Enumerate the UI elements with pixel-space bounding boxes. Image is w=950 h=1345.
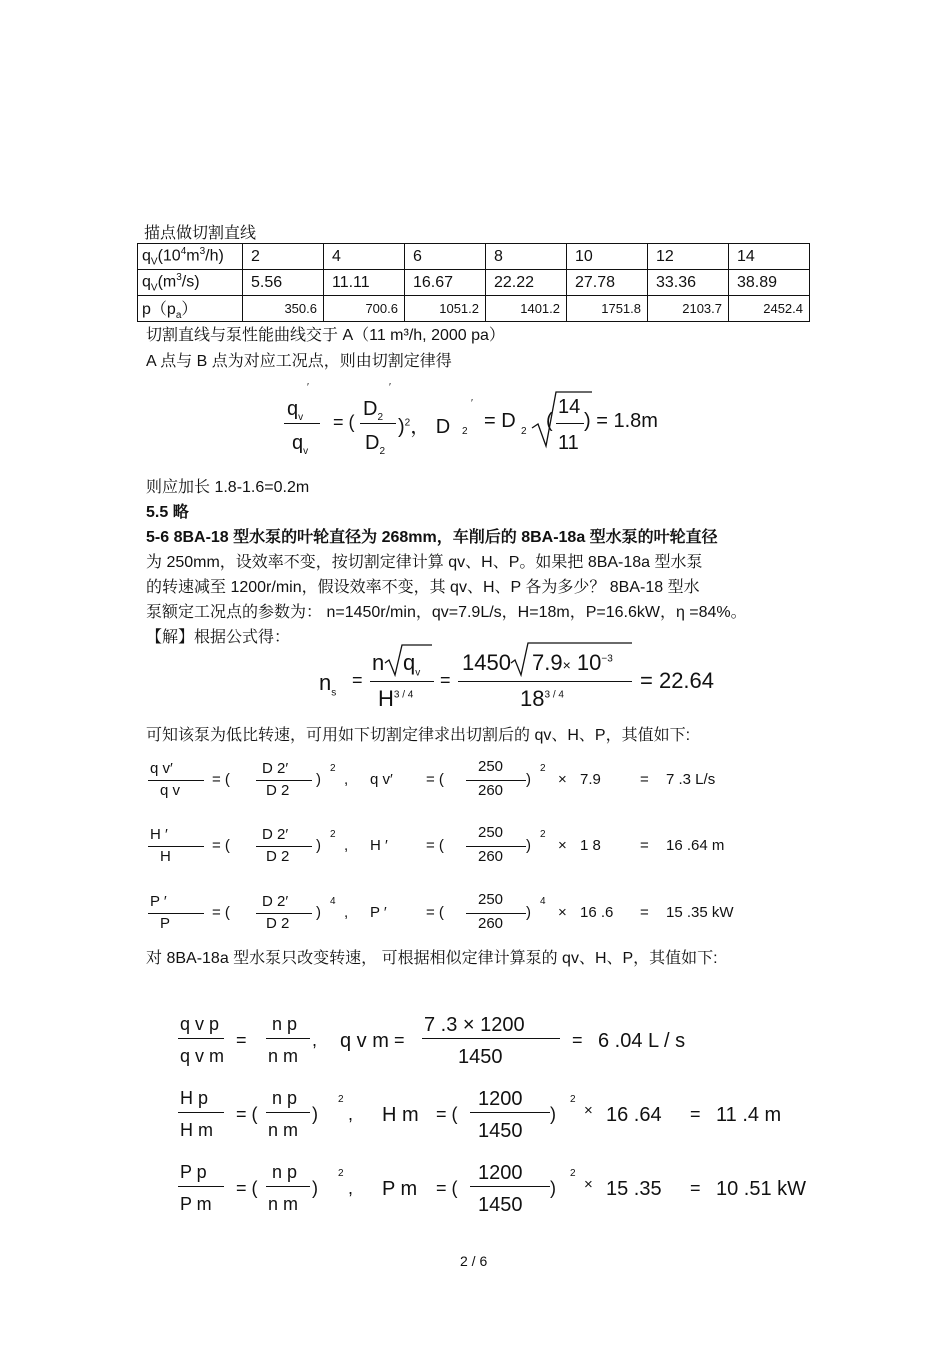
multiplier: 15 .35 xyxy=(606,1178,662,1200)
multiplier: 1 8 xyxy=(580,837,601,854)
problem-line: 5-6 8BA-18 型水泵的叶轮直径为 268mm，车削后的 8BA-18a 型水泵的叶轮直径 xyxy=(146,529,718,546)
equals-sign: = xyxy=(640,771,649,788)
lhs-denominator: H xyxy=(160,848,171,865)
eq1-den-right: $D_2$ xyxy=(365,432,386,457)
table-cell: 700.6 xyxy=(324,296,405,322)
comma: , xyxy=(344,837,349,854)
page-number: 2 / 6 xyxy=(460,1253,488,1269)
lhs-numerator: P ′ xyxy=(150,893,167,910)
exponent: 2 xyxy=(338,1094,344,1105)
equals-sign: = ( xyxy=(436,1104,458,1124)
equals-sign: = xyxy=(690,1178,701,1198)
fraction-denominator: 1450 xyxy=(478,1194,523,1216)
equals-sign: = ( xyxy=(426,771,444,788)
exponent: 2 xyxy=(330,763,336,774)
table-cell: 16.67 xyxy=(405,270,486,296)
fraction-denominator: 260 xyxy=(478,915,504,932)
table-cell: 4 xyxy=(324,244,405,270)
result-value: 11 .4 m xyxy=(716,1104,782,1126)
section-5-5: 5.5 略 xyxy=(146,504,189,521)
paren: ) xyxy=(526,771,531,788)
low-speed-text: 可知该泵为低比转速，可用如下切割定律求出切割后的 qv、H、P，其值如下: xyxy=(146,727,691,744)
exponent: 2 xyxy=(330,829,336,840)
result-variable: H m xyxy=(382,1104,419,1126)
paren: ) xyxy=(550,1104,556,1124)
lhs-denominator: H m xyxy=(180,1120,213,1140)
multiply-sign: × xyxy=(558,837,567,854)
equals-sign: = xyxy=(640,904,649,921)
result-value: 7 .3 L/s xyxy=(666,771,716,788)
equals-sign: = ( xyxy=(426,837,444,854)
fraction-numerator: 1200 xyxy=(478,1088,523,1110)
result-variable: q v′ xyxy=(370,771,393,788)
table-cell: 33.36 xyxy=(648,270,729,296)
fraction-numerator: 1200 xyxy=(478,1162,523,1184)
result-variable: H ′ xyxy=(370,837,388,854)
table-cell: 1401.2 xyxy=(486,296,567,322)
rhs-denominator: n m xyxy=(268,1194,299,1214)
exponent: 2 xyxy=(570,1168,576,1179)
rhs-numerator: D 2′ xyxy=(262,893,289,910)
lhs-denominator: q v xyxy=(160,782,181,799)
lhs-denominator: P xyxy=(160,915,171,932)
table-cell: 10 xyxy=(567,244,648,270)
fraction-denominator: 260 xyxy=(478,782,504,799)
fraction-denominator: 260 xyxy=(478,848,504,865)
equals-sign: = xyxy=(640,837,649,854)
problem-line: 为 250mm，设效率不变，按切割定律计算 qv、H、P。如果把 8BA-18a 型水泵 xyxy=(146,554,703,571)
result-variable: P ′ xyxy=(370,904,387,921)
paren: ) xyxy=(526,904,531,921)
paren: ) xyxy=(526,837,531,854)
result-value: 10 .51 kW xyxy=(716,1178,807,1200)
equals-sign: = ( xyxy=(426,904,444,921)
table-cell: 14 xyxy=(729,244,810,270)
table-row xyxy=(138,244,810,270)
exponent: 2 xyxy=(338,1168,344,1179)
result-value: 6 .04 L / s xyxy=(598,1030,686,1052)
multiplier: 16 .6 xyxy=(580,904,614,921)
rhs-denominator: D 2 xyxy=(266,848,290,865)
table-row xyxy=(138,270,810,296)
rhs-denominator: D 2 xyxy=(266,915,290,932)
eq1-num-left: $q_v$ xyxy=(287,398,304,423)
fraction-denominator: 1450 xyxy=(478,1120,523,1142)
equals-sign: = ( xyxy=(212,771,230,788)
row-label: $p(p_a)$ xyxy=(138,296,243,322)
fraction-numerator: 250 xyxy=(478,824,504,841)
equals-sign: = xyxy=(690,1104,701,1124)
ns-result: = 22.64 xyxy=(640,668,715,693)
lhs-denominator: q v m xyxy=(180,1046,225,1066)
corresponding-points-text: A 点与 B 点为对应工况点，则由切割定律得 xyxy=(146,353,452,370)
multiply-sign: × xyxy=(558,771,567,788)
extend-text: 则应加长 1.8-1.6=0.2m xyxy=(146,479,310,496)
rhs-numerator: n p xyxy=(272,1014,298,1034)
lhs-numerator: q v′ xyxy=(150,760,173,777)
eq1-num-right: $D_2$ xyxy=(363,398,384,423)
problem-line: 泵额定工况点的参数为： n=1450r/min，qv=7.9L/s，H=18m，P=16.6kW，η =84%。 xyxy=(146,604,747,621)
equals-sign: = ( xyxy=(236,1178,258,1198)
lhs-numerator: H ′ xyxy=(150,826,168,843)
equals-sign: = xyxy=(236,1030,247,1050)
rhs-denominator: n m xyxy=(268,1120,299,1140)
rhs-numerator: D 2′ xyxy=(262,760,289,777)
rhs-numerator: n p xyxy=(272,1162,298,1182)
equals-sign: = ( xyxy=(212,837,230,854)
paren: , xyxy=(312,1030,318,1050)
table-cell: 2 xyxy=(243,244,324,270)
exponent: 4 xyxy=(540,896,546,907)
eq1-result: ) = 1.8m xyxy=(584,410,658,432)
multiply-sign: × xyxy=(584,1102,593,1119)
intersect-text: 切割直线与泵性能曲线交于 A（11 m³/h, 2000 pa） xyxy=(146,327,505,344)
row-label: $q_V(10^4m^3/h)$ xyxy=(138,244,243,270)
table-cell: 1051.2 xyxy=(405,296,486,322)
fraction-numerator: 7 .3 × 1200 xyxy=(424,1014,525,1036)
table-cell: 350.6 xyxy=(243,296,324,322)
eq1-den-left: $q_v$ xyxy=(292,432,309,457)
cut-line-table xyxy=(137,243,810,322)
problem-statement xyxy=(146,525,747,650)
table-cell: 8 xyxy=(486,244,567,270)
lhs-numerator: q v p xyxy=(180,1014,220,1034)
lhs-denominator: P m xyxy=(180,1194,212,1214)
problem-line: 【解】根据公式得： xyxy=(146,629,291,646)
table-cell: 2452.4 xyxy=(729,296,810,322)
row-label: $q_V(m^3/s)$ xyxy=(138,270,243,296)
paren: ) xyxy=(316,771,321,788)
comma: , xyxy=(348,1178,354,1198)
paren: ) xyxy=(316,904,321,921)
exponent: 2 xyxy=(570,1094,576,1105)
equals-sign: = xyxy=(394,1030,405,1050)
rhs-numerator: D 2′ xyxy=(262,826,289,843)
equals-sign: = ( xyxy=(236,1104,258,1124)
comma: , xyxy=(348,1104,354,1124)
result-value: 15 .35 kW xyxy=(666,904,734,921)
table-cell: 27.78 xyxy=(567,270,648,296)
equals-sign: = ( xyxy=(436,1178,458,1198)
rhs-denominator: n m xyxy=(268,1046,299,1066)
equals-sign: = xyxy=(572,1030,583,1050)
lhs-numerator: P p xyxy=(180,1162,207,1182)
table-cell: 11.11 xyxy=(324,270,405,296)
eq1-frac-num: 14 xyxy=(558,396,581,418)
exponent: 2 xyxy=(540,829,546,840)
result-variable: q v m xyxy=(340,1030,389,1052)
rhs-numerator: n p xyxy=(272,1088,298,1108)
table-cell: 1751.8 xyxy=(567,296,648,322)
multiplier: 16 .64 xyxy=(606,1104,662,1126)
rhs-denominator: D 2 xyxy=(266,782,290,799)
table-cell: 12 xyxy=(648,244,729,270)
exponent: 4 xyxy=(330,896,336,907)
table-cell: 6 xyxy=(405,244,486,270)
table-cell: 22.22 xyxy=(486,270,567,296)
table-cell: 38.89 xyxy=(729,270,810,296)
multiplier: 7.9 xyxy=(580,771,601,788)
exponent: 2 xyxy=(540,763,546,774)
paren: ) xyxy=(550,1178,556,1198)
fraction-denominator: 1450 xyxy=(458,1046,503,1068)
multiply-sign: × xyxy=(584,1176,593,1193)
table-cell: 5.56 xyxy=(243,270,324,296)
multiply-sign: × xyxy=(558,904,567,921)
paren: ) xyxy=(312,1178,318,1198)
paren: ) xyxy=(312,1104,318,1124)
result-value: 16 .64 m xyxy=(666,837,725,854)
result-variable: P m xyxy=(382,1178,418,1200)
comma: , xyxy=(344,904,349,921)
table-cell: 2103.7 xyxy=(648,296,729,322)
problem-line: 的转速减至 1200r/min，假设效率不变，其 qv、H、P 各为多少？ 8BA-18 型水 xyxy=(146,579,700,596)
fraction-numerator: 250 xyxy=(478,891,504,908)
plot-heading: 描点做切割直线 xyxy=(144,225,257,242)
paren: ) xyxy=(316,837,321,854)
table-row xyxy=(138,296,810,322)
comma: , xyxy=(344,771,349,788)
eq1-frac-den: 11 xyxy=(558,432,579,454)
lhs-numerator: H p xyxy=(180,1088,209,1108)
fraction-numerator: 250 xyxy=(478,758,504,775)
similarity-text: 对 8BA-18a 型水泵只改变转速， 可根据相似定律计算泵的 qv、H、P，其值如下: xyxy=(146,950,718,967)
equals-sign: = ( xyxy=(212,904,230,921)
